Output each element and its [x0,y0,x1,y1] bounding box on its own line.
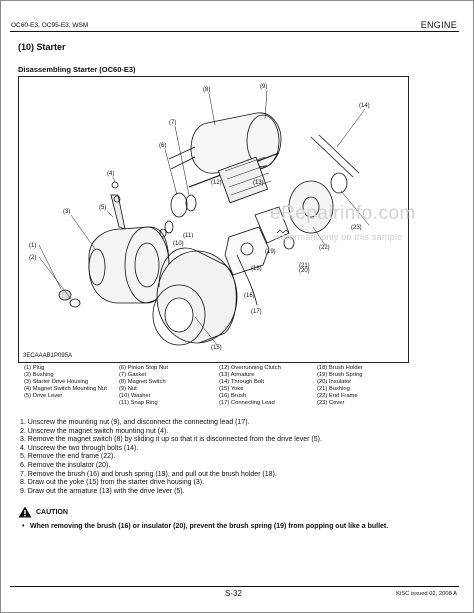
svg-text:(22): (22) [319,245,330,251]
svg-text:(11): (11) [183,233,194,239]
legend-item: (4) Magnet Switch Mounting Nut [24,386,107,393]
svg-text:(6): (6) [159,143,167,149]
legend-item: (23) Cover [317,400,345,407]
procedure-step: 4. Unscrew the two through bolts (14). [20,444,139,452]
svg-text:(18): (18) [251,266,262,272]
procedure-step: 5. Remove the end frame (22). [20,453,116,461]
figure-code: 3ECAAAB1P095A [23,353,73,359]
svg-text:(10): (10) [173,241,184,247]
legend-item: (12) Overrunning Clutch [219,365,281,371]
svg-text:(16): (16) [244,293,255,299]
legend-item [24,400,119,407]
footer-divider [10,586,459,587]
procedure-step: 2. Unscrew the magnet switch mounting nut (4). [20,427,169,435]
svg-text:(8): (8) [203,87,211,93]
svg-text:(7): (7) [169,120,177,126]
header-divider [10,31,459,32]
procedure-step: 8. Draw out the yoke (15) from the starter drive housing (3). [20,479,205,487]
legend-item: (21) Bushing [317,386,350,393]
svg-text:(13): (13) [253,180,264,186]
procedure-steps [20,419,322,496]
svg-text:(1): (1) [29,243,37,249]
svg-text:(21): (21) [299,263,310,269]
procedure-step: 3. Remove the magnet switch (8) by sliding it up so that it is disconnected from the drive lever (5). [20,436,322,444]
svg-text:(15): (15) [211,345,222,351]
legend-item: (19) Brush Spring [317,372,363,379]
procedure-step: 9. Draw out the armature (13) with the drive lever (5). [20,487,185,495]
legend-item: (1) Plug [24,365,45,371]
legend-item: (8) Magnet Switch [119,379,166,386]
legend-item: (20) Insulator [317,379,352,386]
header-model: OC60-E3, OC95-E3, WSM [11,22,89,29]
legend-item: (17) Connecting Lead [219,400,275,407]
legend-item: (2) Bushing [24,372,54,379]
header-section: ENGINE [420,20,457,30]
watermark-text: eRepairinfo.com [270,203,416,224]
svg-text:(3): (3) [63,209,71,215]
caution-label: CAUTION [36,508,68,516]
svg-text:(14): (14) [359,103,370,109]
svg-text:(17): (17) [251,309,262,315]
page-number: S-32 [225,589,242,598]
legend-item: (11) Snap Ring [119,400,158,407]
caution-header [18,506,68,518]
watermark-note: watermark only on this sample [274,232,403,243]
svg-text:(12): (12) [211,180,222,186]
legend-item: (18) Brush Holder [317,365,363,371]
svg-text:(20): (20) [299,268,310,274]
legend-item: (16) Brush [219,393,247,400]
warning-triangle-icon [18,506,32,518]
svg-text:(4): (4) [107,171,115,177]
procedure-step: 6. Remove the insulator (20). [20,461,111,469]
issue-info: KiSC issued 02, 2008 A [396,591,457,597]
legend-item: (10) Washer [119,393,151,400]
legend-item: (9) Nut [119,386,137,393]
svg-text:(2): (2) [29,255,37,261]
section-title: (10) Starter [18,42,66,52]
svg-text:(5): (5) [99,205,107,211]
legend-item: (7) Gasket [119,372,147,379]
caution-text: • When removing the brush (16) or insulator (20), prevent the brush spring (19) from popping out like a bullet. [22,522,460,531]
svg-text:(23): (23) [351,225,362,231]
legend-item: (14) Through Bolt [219,379,265,386]
legend-item: (15) Yoke [219,386,244,393]
procedure-step: 1. Unscrew the mounting nut (9), and disconnect the connecting lead (17). [20,419,250,426]
legend-item: (6) Pinion Stop Nut [119,365,168,371]
subsection-title: Disassembling Starter (OC60-E3) [18,65,136,74]
svg-text:(19): (19) [265,249,276,255]
legend-item: (22) End Frame [317,393,358,400]
legend-item: (13) Armature [219,372,255,379]
parts-legend [24,365,413,408]
svg-text:(9): (9) [260,84,268,90]
legend-item: (3) Starter Drive Housing [24,379,89,386]
procedure-step: 7. Remove the brush (16) and brush spring (19), and pull out the brush holder (18). [20,470,277,478]
legend-item: (5) Drive Lever [24,393,63,400]
